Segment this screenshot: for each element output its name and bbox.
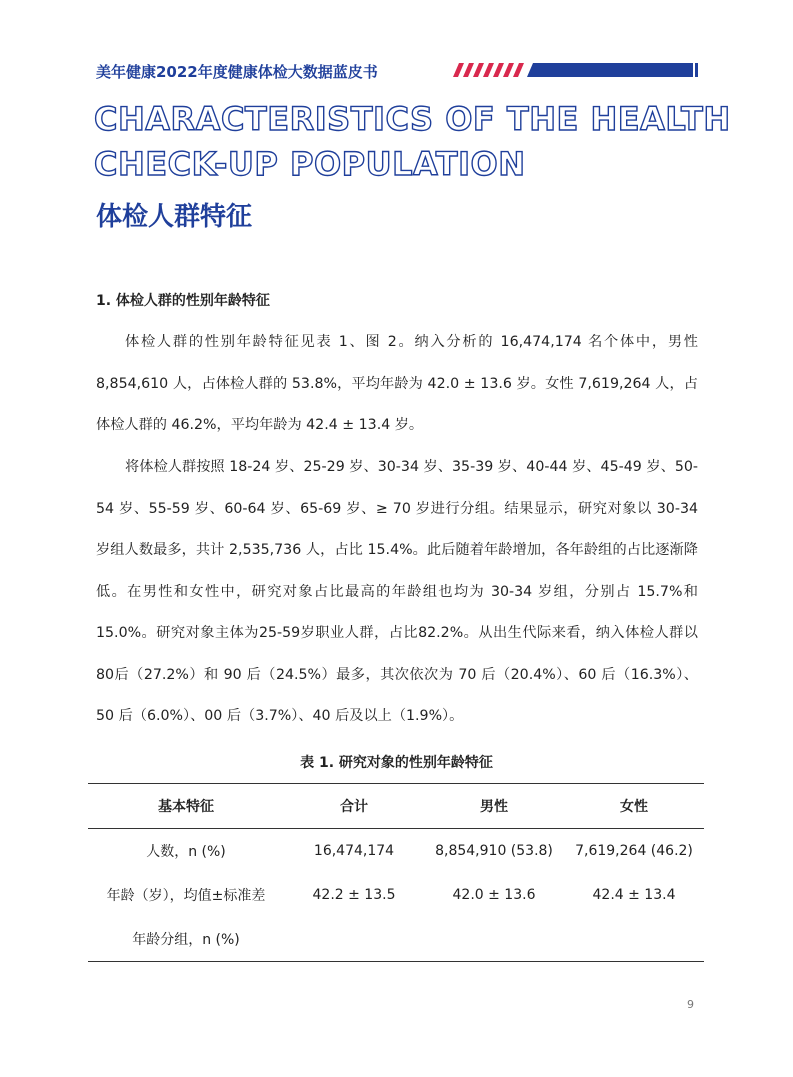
table-cell: 人数，n (%) bbox=[146, 844, 226, 860]
section-heading: 1. 体检人群的性别年龄特征 bbox=[96, 293, 270, 309]
table-cell: 42.4 ± 13.4 bbox=[592, 887, 676, 903]
table-cell bbox=[284, 917, 424, 962]
header-stripe-decoration bbox=[453, 63, 698, 77]
table-row bbox=[88, 829, 704, 874]
report-title: 美年健康2022年度健康体检大数据蓝皮书 bbox=[96, 63, 378, 81]
table-header-cell: 合计 bbox=[284, 784, 424, 829]
table-header-cell: 女性 bbox=[564, 784, 704, 829]
table-header-cell: 男性 bbox=[424, 784, 564, 829]
table-cell: 8,854,910 (53.8) bbox=[435, 843, 553, 859]
table-cell: 16,474,174 bbox=[313, 843, 395, 859]
characteristics-table bbox=[88, 783, 704, 962]
table-cell bbox=[564, 917, 704, 962]
english-heading-line-1: CHARACTERISTICS OF THE HEALTH bbox=[94, 100, 731, 138]
table-cell: 年龄（岁），均值±标准差 bbox=[106, 888, 266, 904]
body-paragraph-1: 体检人群的性别年龄特征见表 1、图 2。纳入分析的 16,474,174 名个体中，男性 8,854,610 人，占体检人群的 53.8%，平均年龄为 42.0 ± 13.6 岁。女性 7,619,264 人，占体检人群的 46.2%，平均年龄为 42.4 ± 13.4 岁。 bbox=[96, 334, 698, 433]
table-cell: 42.2 ± 13.5 bbox=[312, 887, 396, 903]
table-header-row bbox=[88, 784, 704, 829]
body-paragraph-2: 将体检人群按照 18-24 岁、25-29 岁、30-34 岁、35-39 岁、40-44 岁、45-49 岁、50-54 岁、55-59 岁、60-64 岁、65-69 岁、≥ 70 岁进行分组。结果显示，研究对象以 30-34 岁组人数最多，共计 2,535,736 人，占比 15.4%。此后随着年龄增加，各年龄组的占比逐渐降低。在男性和女性中，研究对象占比最高的年龄组也均为 30-34 岁组，分别占 15.7%和 15.0%。研究对象主体为25-59岁职业人群，占比82.2%。从出生代际来看，纳入体检人群以80后（27.2%）和 90 后（24.5%）最多，其次依次为 70 后（20.4%）、60 后（16.3%）、50 后（6.0%）、00 后（3.7%）、40 后及以上（1.9%）。 bbox=[96, 459, 698, 724]
table-cell bbox=[424, 917, 564, 962]
table-cell: 年龄分组，n (%) bbox=[88, 917, 284, 962]
chapter-title: 体检人群特征 bbox=[96, 202, 253, 232]
page-number: 9 bbox=[687, 998, 694, 1011]
table-cell: 42.0 ± 13.6 bbox=[452, 887, 536, 903]
table-cell: 7,619,264 (46.2) bbox=[575, 843, 693, 859]
table-row bbox=[88, 917, 704, 962]
table-caption: 表 1. 研究对象的性别年龄特征 bbox=[300, 755, 493, 771]
table-header-cell: 基本特征 bbox=[88, 784, 284, 829]
english-heading-line-2: CHECK-UP POPULATION bbox=[94, 145, 526, 183]
table-row bbox=[88, 873, 704, 917]
